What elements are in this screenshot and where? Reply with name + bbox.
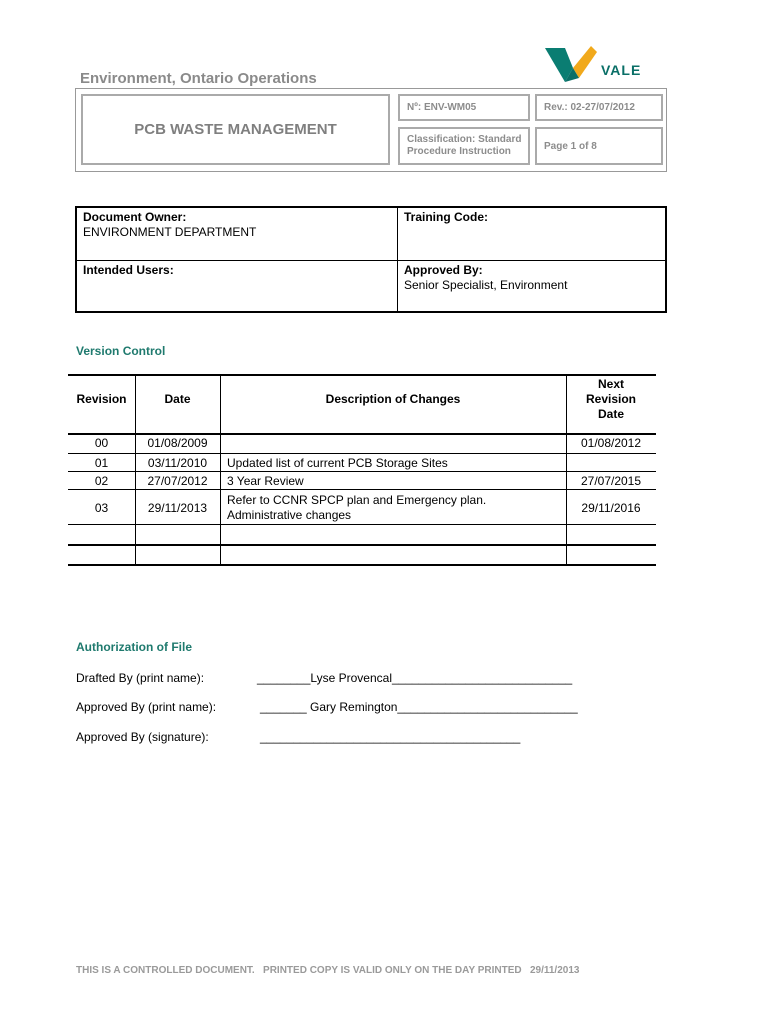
row-date: 03/11/2010 bbox=[147, 456, 208, 470]
row-date: 27/07/2012 bbox=[147, 474, 208, 488]
vc-top-border bbox=[68, 374, 656, 376]
document-title: PCB WASTE MANAGEMENT bbox=[81, 94, 390, 165]
next-header-line-2: Revision bbox=[585, 392, 636, 406]
row-description-line-1: Refer to CCNR SPCP plan and Emergency plan. bbox=[227, 493, 487, 507]
vale-logo-icon bbox=[543, 44, 603, 86]
owner-table-hline bbox=[77, 260, 665, 261]
row-revision: 03 bbox=[94, 501, 109, 515]
training-label: Training Code: bbox=[404, 210, 488, 224]
approved-cell bbox=[404, 263, 567, 293]
approved-label: Approved By: bbox=[404, 263, 483, 277]
approved-by-signature-line: _______________________________________ bbox=[260, 730, 521, 744]
vc-row-line bbox=[68, 544, 656, 546]
logo-text: VALE bbox=[601, 62, 642, 78]
org-title: Environment, Ontario Operations bbox=[80, 70, 317, 87]
next-header-line-3: Date bbox=[597, 407, 624, 421]
approved-by-name-value: _______ Gary Remington___________________________ bbox=[260, 700, 578, 714]
page-number: Page 1 of 8 bbox=[535, 127, 663, 165]
row-description bbox=[227, 493, 563, 523]
users-label: Intended Users: bbox=[83, 263, 174, 277]
row-revision: 02 bbox=[94, 474, 109, 488]
authorization-title: Authorization of File bbox=[76, 640, 192, 654]
version-control-table bbox=[68, 374, 656, 566]
row-next-date: 29/11/2016 bbox=[581, 501, 641, 515]
row-next-date: 01/08/2012 bbox=[580, 436, 642, 450]
row-revision: 00 bbox=[94, 436, 109, 450]
row-description-line-2: Administrative changes bbox=[227, 508, 352, 522]
next-header-line-1: Next bbox=[597, 377, 624, 391]
row-description: 3 Year Review bbox=[227, 474, 304, 488]
footer-notice-text: THIS IS A CONTROLLED DOCUMENT. PRINTED COPY IS VALID ONLY ON THE DAY PRINTED bbox=[76, 965, 522, 976]
vc-row-line bbox=[68, 524, 656, 525]
col-header-date: Date bbox=[164, 392, 191, 406]
owner-value: ENVIRONMENT DEPARTMENT bbox=[83, 225, 257, 239]
vc-header-border bbox=[68, 433, 656, 435]
classification-line-2: Procedure Instruction bbox=[407, 146, 511, 157]
drafted-by-label: Drafted By (print name): bbox=[76, 671, 205, 685]
footer-date: 29/11/2013 bbox=[529, 965, 580, 976]
col-header-revision: Revision bbox=[76, 392, 127, 406]
classification-line-1: Classification: Standard bbox=[407, 134, 522, 145]
vc-row-line bbox=[68, 453, 656, 454]
owner-cell bbox=[83, 210, 256, 240]
col-header-description: Description of Changes bbox=[325, 392, 461, 406]
vc-bottom-border bbox=[68, 564, 656, 566]
document-number: Nº: ENV-WM05 bbox=[398, 94, 530, 121]
users-cell bbox=[83, 263, 174, 278]
row-next-date: 27/07/2015 bbox=[580, 474, 642, 488]
owner-table bbox=[75, 206, 667, 313]
approved-by-name-label: Approved By (print name): bbox=[76, 700, 217, 714]
row-date: 01/08/2009 bbox=[147, 436, 208, 450]
training-cell bbox=[404, 210, 488, 225]
document-classification bbox=[398, 127, 530, 165]
vc-row-line bbox=[68, 489, 656, 490]
row-date: 29/11/2013 bbox=[147, 501, 208, 515]
footer-notice bbox=[76, 965, 579, 976]
owner-label: Document Owner: bbox=[83, 210, 187, 224]
vale-logo bbox=[543, 44, 643, 86]
row-description: Updated list of current PCB Storage Sites bbox=[227, 456, 448, 470]
drafted-by-value: ________Lyse Provencal___________________________ bbox=[257, 671, 573, 685]
approved-by-signature-label: Approved By (signature): bbox=[76, 730, 209, 744]
approved-value: Senior Specialist, Environment bbox=[404, 278, 568, 292]
version-control-title: Version Control bbox=[76, 344, 166, 358]
vc-row-line bbox=[68, 471, 656, 472]
row-revision: 01 bbox=[94, 456, 109, 470]
col-header-next-revision-date bbox=[566, 377, 656, 422]
document-revision: Rev.: 02-27/07/2012 bbox=[535, 94, 663, 121]
